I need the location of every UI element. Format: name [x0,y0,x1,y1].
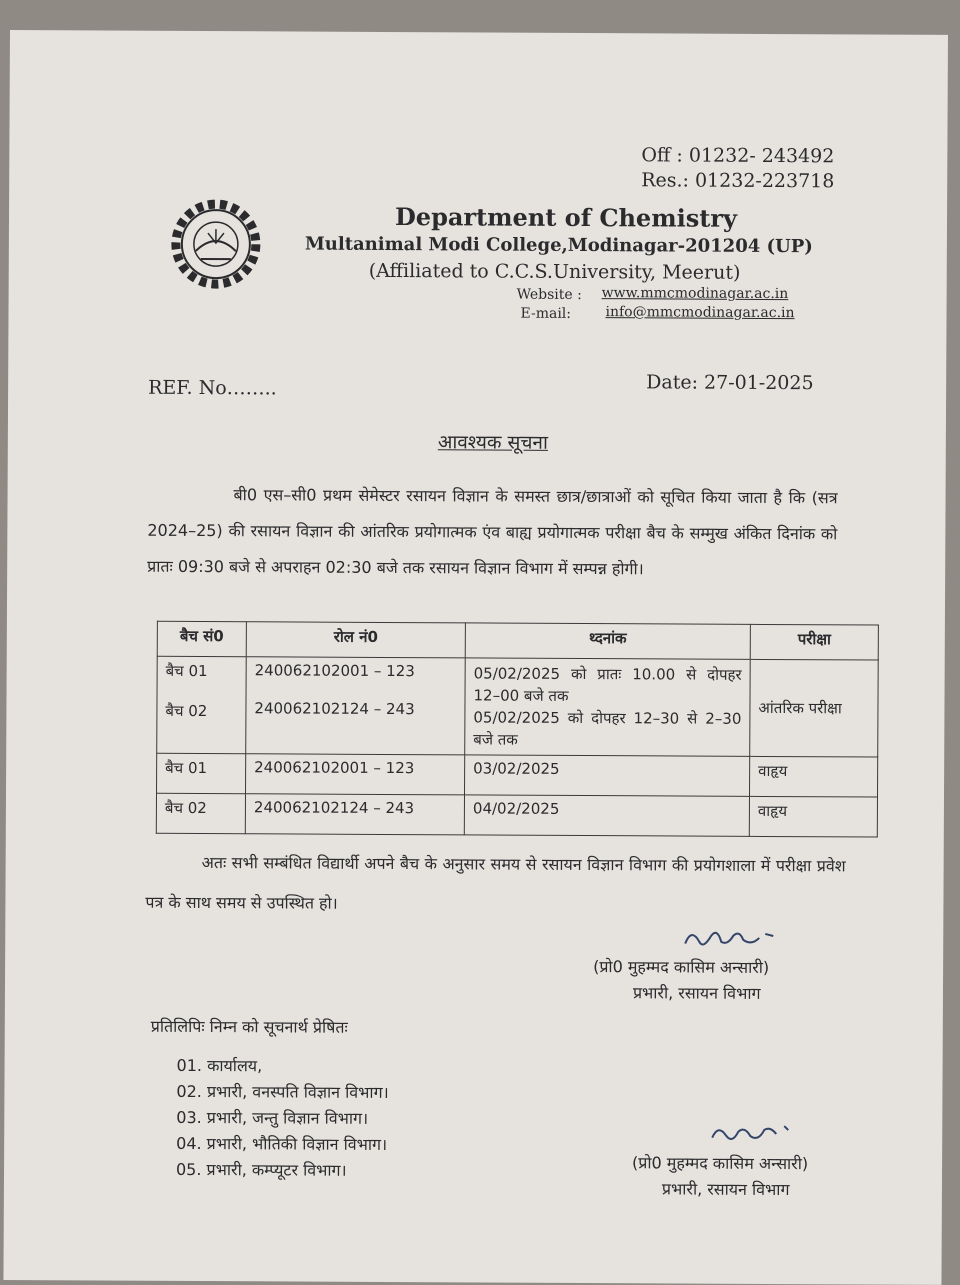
roll-cell: 240062102001 – 123 [246,754,465,795]
college-name: Multanimal Modi College,Modinagar-201204 (UP) [304,233,813,258]
exam-cell: वाहृय [749,796,877,837]
batch-cell: बैच 01 [157,753,246,793]
notice-sheet [3,30,948,1285]
list-item: 05. प्रभारी, कम्प्यूटर विभाग। [175,1159,347,1180]
date-cell: 04/02/2025 [464,795,749,836]
header-date: थ्दनांक [465,623,750,659]
notice-body: बी0 एस–सी0 प्रथम सेमेस्टर रसायन विज्ञान के समस्त छात्र/छात्राओं को सूचित किया जाता है कि (सत्र 2024–25) की रसायन विज्ञान की आंतरिक प्रयोगात्मक एंव बाह्य प्रयोगात्मक परीक्षा बैच के सम्मुख अंकित दिनांक को प्रातः 09:30 बजे से अपराहन 02:30 बजे तक रसायन विज्ञान विभाग में सम्पन्न होगी। [147,485,838,579]
list-item: 02. प्रभारी, वनस्पति विज्ञान विभाग। [176,1081,389,1102]
copy-to-list [176,1053,389,1184]
signatory-name: (प्रो0 मुहम्मद कासिम अन्सारी) [632,1153,809,1174]
signature-icon [681,924,781,955]
slot-cell: 05/02/2025 को प्रातः 10.00 से दोपहर 12–00 बजे तक 05/02/2025 को दोपहर 12–30 से 2–30 बजे तक [465,658,751,756]
table-row [156,793,877,837]
signatory-designation: प्रभारी, रसायन विभाग [632,983,761,1003]
copy-to-heading: प्रतिलिपिः निम्न को सूचनार्थ प्रेषितः [150,1016,348,1037]
signatory-designation: प्रभारी, रसायन विभाग [661,1179,790,1200]
department-name: Department of Chemistry [394,202,738,233]
list-item: 03. प्रभारी, जन्तु विज्ञान विभाग। [176,1107,369,1128]
reference-number: REF. No…….. [148,376,277,400]
website-label: Website : [516,286,582,303]
office-phone: Off : 01232- 243492 [641,144,835,168]
batch-cell: बैच 01 बैच 02 [157,656,247,753]
email-link[interactable]: info@mmcmodinagar.ac.in [605,304,795,322]
header-roll: रोल नं0 [246,622,465,658]
list-item: 01. कार्यालय, [176,1055,263,1076]
email-label: E-mail: [520,305,572,322]
exam-cell: वाहृय [749,756,877,797]
roll-cell: 240062102001 – 123 240062102124 – 243 [246,657,466,755]
table-header-row [157,621,878,660]
residence-phone: Res.: 01232-223718 [641,169,835,193]
table-row [157,753,878,797]
instruction-text: अतः सभी सम्बंधित विद्यार्थी अपने बैच के अनुसार समय से रसायन विज्ञान विभाग की प्रयोगशाला में परीक्षा प्रवेश पत्र के साथ समय से उपस्थित हो। [145,853,846,913]
exam-schedule-table [156,621,879,838]
college-seal-icon [163,191,270,298]
roll-cell: 240062102124 – 243 [245,794,464,835]
list-item: 04. प्रभारी, भौतिकी विज्ञान विभाग। [176,1133,388,1154]
affiliation: (Affiliated to C.C.S.University, Meerut) [368,259,741,284]
notice-heading: आवश्यक सूचना [437,431,548,454]
exam-cell: आंतरिक परीक्षा [750,659,879,757]
header-exam: परीक्षा [750,624,878,660]
date-cell: 03/02/2025 [465,755,750,796]
header-batch: बैच सं0 [157,621,246,656]
website-link[interactable]: www.mmcmodinagar.ac.in [601,285,789,303]
batch-cell: बैच 02 [156,793,245,833]
contact-numbers [641,143,834,194]
notice-date: Date: 27-01-2025 [646,371,814,395]
signature-icon [708,1120,798,1148]
signatory-name: (प्रो0 मुहम्मद कासिम अन्सारी) [593,957,770,977]
table-row [157,656,878,757]
